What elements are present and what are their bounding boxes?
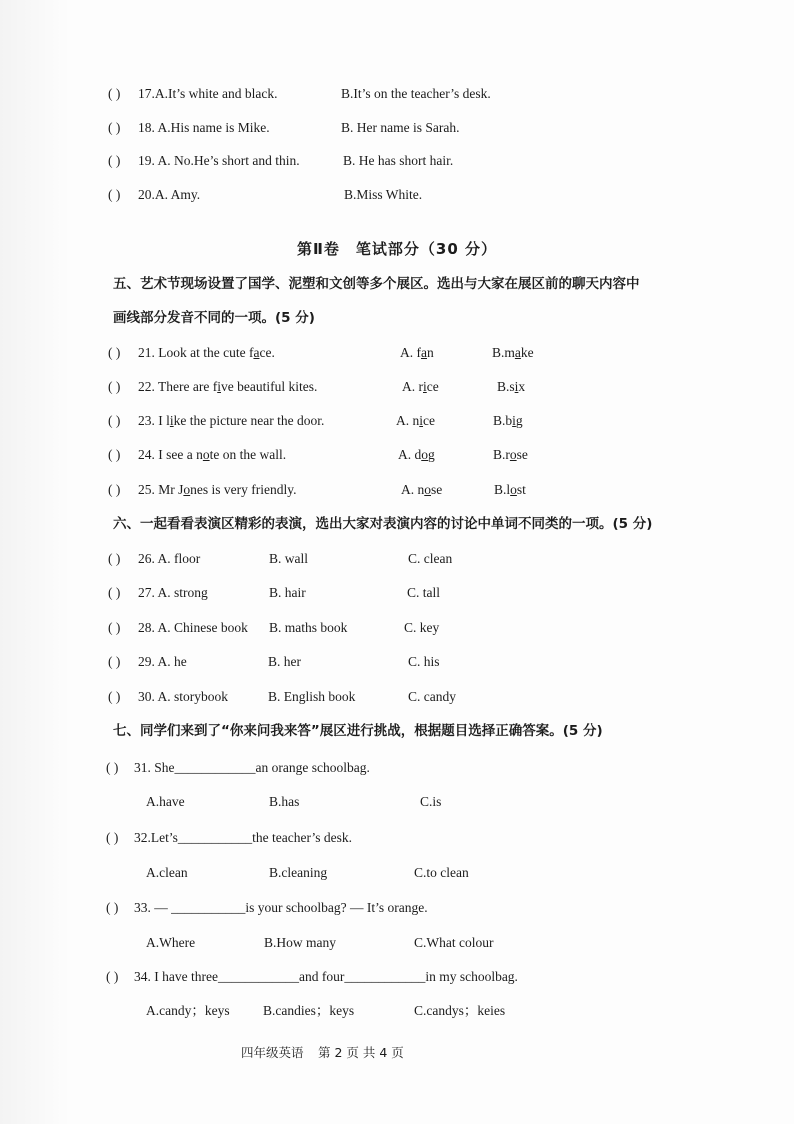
question-18 [0, 116, 794, 140]
underlined-letter: a [421, 345, 427, 360]
answer-bracket[interactable]: ( ) [108, 187, 121, 202]
option-b: B.make [492, 345, 534, 360]
question-31 [0, 756, 794, 780]
question-stem: 25. Mr Jones is very friendly. [138, 482, 297, 497]
question-24 [0, 443, 794, 467]
question-32 [0, 826, 794, 850]
option-b: B. English book [268, 689, 356, 704]
option-b: B.has [269, 794, 300, 809]
answer-bracket[interactable]: ( ) [108, 379, 121, 394]
option-a: A. fan [400, 345, 434, 360]
option-b: B. hair [269, 585, 306, 600]
underlined-letter: o [183, 482, 191, 497]
underlined-letter: i [423, 379, 427, 394]
underlined-letter: i [512, 413, 516, 428]
option-a: A.clean [146, 865, 188, 880]
answer-bracket[interactable]: ( ) [106, 900, 119, 915]
question-34 [0, 965, 794, 989]
option-b: B. wall [269, 551, 308, 566]
question-stem: 31. She____________an orange schoolbag. [134, 760, 370, 775]
option-b: B.lost [494, 482, 526, 497]
question-33 [0, 896, 794, 920]
section-5-title-line-2: 画线部分发音不同的一项。(5 分) [113, 310, 315, 326]
question-22 [0, 375, 794, 399]
question-27 [0, 581, 794, 605]
question-34-options [0, 999, 794, 1023]
option-b: B. He has short hair. [343, 153, 454, 168]
option-b: B.six [497, 379, 526, 394]
option-a: A. nose [401, 482, 443, 497]
answer-bracket[interactable]: ( ) [108, 620, 121, 635]
answer-bracket[interactable]: ( ) [106, 969, 119, 984]
answer-bracket[interactable]: ( ) [108, 585, 121, 600]
question-stem: 21. Look at the cute face. [138, 345, 275, 360]
option-c: C. tall [407, 585, 440, 600]
question-31-options [0, 790, 794, 814]
question-stem: 19. A. No.He’s short and thin. [138, 153, 300, 168]
option-c: C. candy [408, 689, 456, 704]
answer-bracket[interactable]: ( ) [108, 120, 121, 135]
underlined-letter: o [509, 447, 517, 462]
question-stem: 17.A.It’s white and black. [138, 86, 278, 101]
answer-bracket[interactable]: ( ) [106, 760, 119, 775]
option-a: A.have [146, 794, 185, 809]
answer-bracket[interactable]: ( ) [108, 551, 121, 566]
question-stem: 32.Let’s___________the teacher’s desk. [134, 830, 352, 845]
option-a: 29. A. he [138, 654, 187, 669]
option-b: B.cleaning [269, 865, 328, 880]
option-c: C.What colour [414, 935, 494, 950]
question-stem: 24. I see a note on the wall. [138, 447, 287, 462]
underlined-letter: o [202, 447, 210, 462]
answer-bracket[interactable]: ( ) [106, 830, 119, 845]
underlined-letter: a [253, 345, 260, 360]
question-33-options [0, 931, 794, 955]
answer-bracket[interactable]: ( ) [108, 153, 121, 168]
option-a: 28. A. Chinese book [138, 620, 248, 635]
question-23 [0, 409, 794, 433]
footer-subject: 四年级英语 [241, 1045, 304, 1060]
option-a: A. dog [398, 447, 435, 462]
option-a: 26. A. floor [138, 551, 201, 566]
question-17 [0, 82, 794, 106]
option-c: C. clean [408, 551, 453, 566]
question-21 [0, 341, 794, 365]
footer-page-number: 第 2 页 共 4 页 [318, 1045, 404, 1060]
question-19 [0, 149, 794, 173]
question-29 [0, 650, 794, 674]
option-a: A. rice [402, 379, 439, 394]
question-stem: 18. A.His name is Mike. [138, 120, 270, 135]
underlined-letter: o [510, 482, 517, 497]
section-6-title: 六、一起看看表演区精彩的表演，选出大家对表演内容的讨论中单词不同类的一项。(5 分) [113, 516, 653, 532]
question-20 [0, 183, 794, 207]
answer-bracket[interactable]: ( ) [108, 482, 121, 497]
option-c: C. key [404, 620, 440, 635]
part-2-title: 第Ⅱ卷 笔试部分（30 分） [297, 240, 497, 258]
option-c: C.to clean [414, 865, 469, 880]
answer-bracket[interactable]: ( ) [108, 86, 121, 101]
option-b: B.candies；keys [263, 1003, 355, 1018]
option-b: B.It’s on the teacher’s desk. [341, 86, 491, 101]
underlined-letter: i [419, 413, 424, 428]
question-stem: 23. I like the picture near the door. [138, 413, 325, 428]
question-28 [0, 616, 794, 640]
underlined-letter: i [169, 413, 174, 428]
option-a: A.candy；keys [146, 1003, 230, 1018]
underlined-letter: o [424, 482, 431, 497]
option-a: 30. A. storybook [138, 689, 229, 704]
answer-bracket[interactable]: ( ) [108, 654, 121, 669]
question-26 [0, 547, 794, 571]
option-a: 27. A. strong [138, 585, 208, 600]
underlined-letter: i [514, 379, 519, 394]
option-b: B. maths book [269, 620, 348, 635]
section-5-title-line-1: 五、艺术节现场设置了国学、泥塑和文创等多个展区。选出与大家在展区前的聊天内容中 [113, 276, 640, 292]
underlined-letter: o [421, 447, 428, 462]
option-b: B.big [493, 413, 523, 428]
underlined-letter: a [514, 345, 521, 360]
question-32-options [0, 861, 794, 885]
option-b: B. her [268, 654, 301, 669]
option-b: B. Her name is Sarah. [341, 120, 460, 135]
option-c: C.is [420, 794, 442, 809]
answer-bracket[interactable]: ( ) [108, 345, 121, 360]
underlined-letter: i [217, 379, 221, 394]
question-stem: 20.A. Amy. [138, 187, 201, 202]
section-7-title: 七、同学们来到了“你来问我来答”展区进行挑战，根据题目选择正确答案。(5 分) [113, 723, 603, 739]
answer-bracket[interactable]: ( ) [108, 447, 121, 462]
option-a: A. nice [396, 413, 435, 428]
question-30 [0, 685, 794, 709]
option-c: C.candys；keies [414, 1003, 506, 1018]
page-footer [0, 1043, 794, 1063]
answer-bracket[interactable]: ( ) [108, 689, 121, 704]
option-b: B.rose [493, 447, 528, 462]
answer-bracket[interactable]: ( ) [108, 413, 121, 428]
option-b: B.How many [264, 935, 336, 950]
question-stem: 22. There are five beautiful kites. [138, 379, 318, 394]
question-stem: 33. — ___________is your schoolbag? — It’s orange. [134, 900, 428, 915]
option-c: C. his [408, 654, 440, 669]
option-b: B.Miss White. [344, 187, 423, 202]
question-25 [0, 478, 794, 502]
option-a: A.Where [146, 935, 196, 950]
question-stem: 34. I have three____________and four____________in my schoolbag. [134, 969, 518, 984]
